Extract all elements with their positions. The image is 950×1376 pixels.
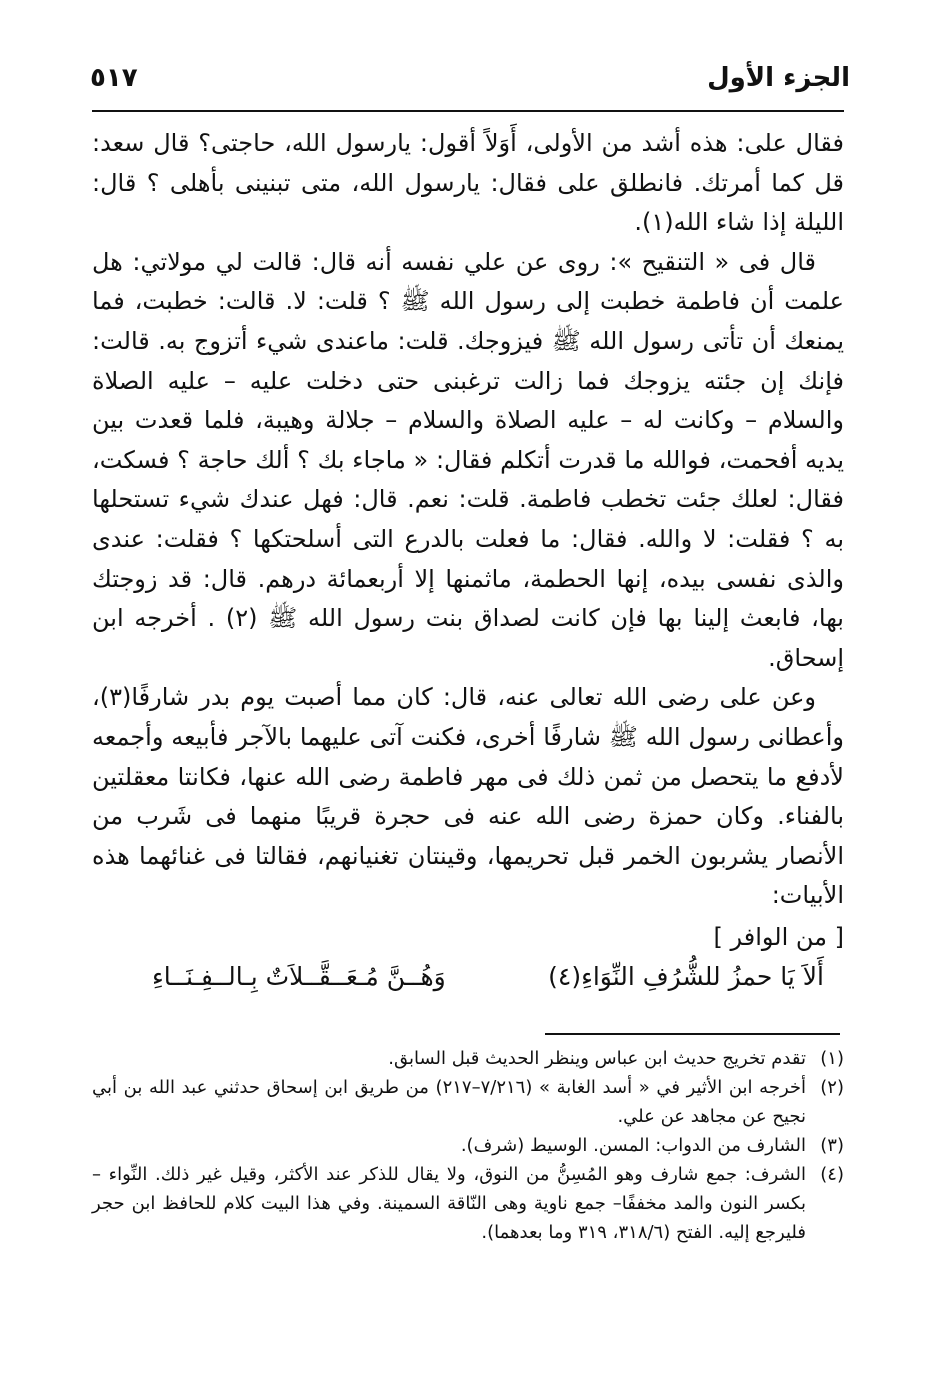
footnote-divider — [545, 1033, 840, 1035]
verse-second-hemistich: وَهُــنَّ مُـعَــقَّــلاَتٌ بِـالــفِـنَــاءِ — [152, 962, 446, 992]
footnote-number: (٤) — [820, 1164, 844, 1185]
header-divider — [92, 110, 844, 112]
footnote-item — [92, 1131, 844, 1160]
page-header — [90, 50, 850, 105]
paragraph-1: فقال على: هذه أشد من الأولى، أَوَلاً أقول: يارسول الله، حاجتى؟ قال سعد: قل كما أمرتك. فانطلق على فقال: يارسول الله، متى تبنينى بأهلى ؟ قال: الليلة إذا شاء الله(١). — [92, 129, 844, 237]
paragraph-2: قال فى « التنقيح »: روى عن علي نفسه أنه قال: قالت لي مولاتي: هل علمت أن فاطمة خطبت إلى رسول الله ﷺ ؟ قلت: لا. قالت: خطبت، فما يمنعك أن تأتى رسول الله ﷺ فيزوجك. قلت: ماعندى شيء أتزوج به. قالت: فإنك إن جئته يزوجك فما زالت ترغبنى حتى دخلت عليه – عليه الصلاة والسلام – وكانت له – عليه الصلاة والسلام – جلالة وهيبة، فلما قعدت بين يديه أفحمت، فوالله ما قدرت أتكلم فقال: « ماجاء بك ؟ ألك حاجة ؟ فسكت، فقال: لعلك جئت تخطب فاطمة. قلت: نعم. قال: فهل عندك شيء تستحلها به ؟ فقلت: لا والله. فقال: ما فعلت بالدرع التى أسلحتكها ؟ فقلت: عندى والذى نفسى بيده، إنها الحطمة، ماثمنها إلا أربعمائة درهم. قال: قد زوجتك بها، فابعث إلينا بها فإن كانت لصداق بنت رسول الله ﷺ (٢) . أخرجه ابن إسحاق. — [92, 247, 844, 672]
main-text — [92, 124, 844, 997]
footnote-text: تقدم تخريج حديث ابن عباس وينظر الحديث قبل السابق. — [388, 1048, 806, 1069]
footnote-item — [92, 1160, 844, 1247]
footnote-text: أخرجه ابن الأثير في « أسد الغابة » (٧/٢١٦–٢١٧) من طريق ابن إسحاق حدثني عبد الله بن أبي نجيح عن مجاهد عن علي. — [92, 1077, 807, 1127]
running-title: الجزء الأول — [707, 62, 850, 93]
footnote-number: (١) — [820, 1048, 844, 1069]
poetic-meter: [ من الوافر ] — [713, 922, 844, 951]
footnote-item — [92, 1044, 844, 1073]
footnote-text: الشارف من الدواب: المسن. الوسيط (شرف). — [460, 1135, 806, 1156]
footnote-number: (٣) — [820, 1135, 844, 1156]
page-number: ٥١٧ — [90, 62, 138, 93]
verse-first-hemistich: أَلاَ يَا حمزُ للشُّرُفِ النِّوَاءِ(٤) — [548, 962, 824, 992]
footnote-text: الشرف: جمع شارف وهو المُسِنُّ من النوق، ولا يقال للذكر عند الأكثر، وقيل غير ذلك. النِّواء –بكسر النون والمد مخففًا– جمع ناوية وهى النّاقة السمينة. وفي هذا البيت كلام للحافظ ابن حجر فليرجع إليه. الفتح (٣١٨/٦، ٣١٩ وما بعدهما). — [92, 1164, 806, 1243]
poem-verse — [92, 957, 844, 997]
footnote-number: (٢) — [820, 1077, 844, 1098]
footnotes — [92, 1044, 844, 1247]
footnote-item — [92, 1073, 844, 1131]
paragraph-3: وعن على رضى الله تعالى عنه، قال: كان مما أصبت يوم بدر شارفًا(٣)، وأعطانى رسول الله ﷺ شارفًا أخرى، فكنت آتى عليهما بالآجر فأبيعه وأجمعه لأدفع ما يتحصل من ثمن ذلك فى مهر فاطمة رضى الله عنها، فكانتا معقلتين بالفناء. وكان حمزة رضى الله عنه فى حجرة قريبًا منهما فى شَرب من الأنصار يشربون الخمر قبل تحريمها، وقينتان تغنيانهم، فقالتا فى غنائهما هذه الأبيات: — [92, 683, 844, 910]
